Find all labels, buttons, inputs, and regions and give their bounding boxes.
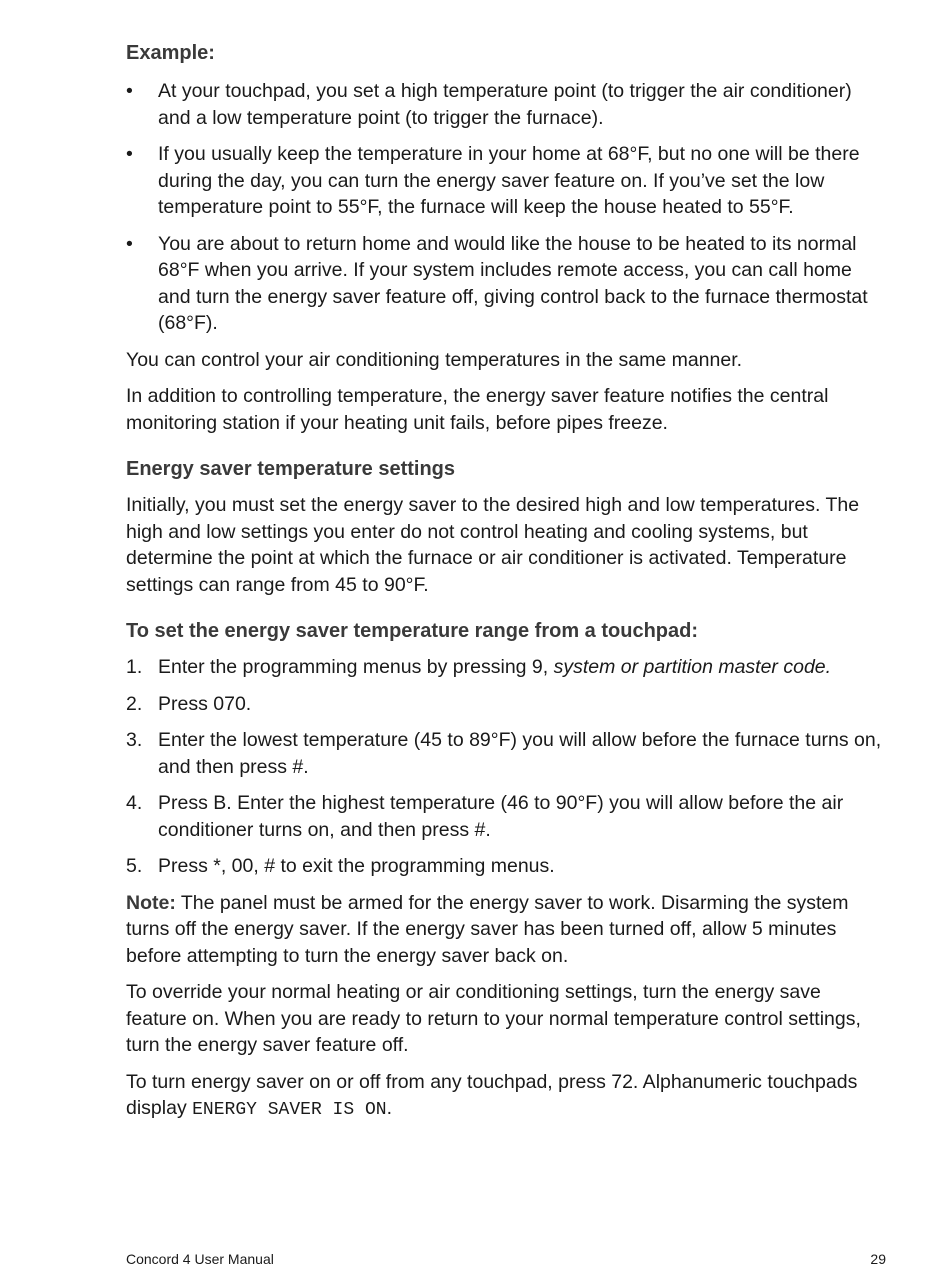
list-item: [126, 790, 886, 843]
list-item: [126, 231, 886, 337]
touchpad-display-text: ENERGY SAVER IS ON: [192, 1100, 387, 1120]
step-number: 5.: [126, 855, 143, 877]
step-text: Enter the programming menus by pressing 9,: [158, 656, 554, 678]
list-item: [126, 691, 886, 718]
bullet-text: If you usually keep the temperature in your home at 68°F, but no one will be there during the day, you can turn the energy saver feature on. If you’ve set the low temperature point to 55°F, the furnace will keep the house heated to 55°F.: [158, 143, 860, 218]
paragraph-toggle: [126, 1069, 886, 1124]
step-text-italic: system or partition master code.: [553, 656, 832, 678]
steps-heading: To set the energy saver temperature range from a touchpad:: [126, 620, 699, 642]
footer-manual-title: Concord 4 User Manual: [126, 1251, 274, 1267]
manual-page: [126, 40, 886, 1134]
list-item: [126, 727, 886, 780]
step-number: 4.: [126, 792, 143, 814]
paragraph-monitoring: In addition to controlling temperature, the energy saver feature notifies the central monitoring station if your heating unit fails, before pipes freeze.: [126, 385, 829, 434]
toggle-text-end: .: [386, 1097, 392, 1119]
bullet-icon: •: [126, 232, 133, 255]
list-item: [126, 78, 886, 131]
step-number: 1.: [126, 656, 143, 678]
note-label: Note:: [126, 891, 176, 914]
paragraph-override: To override your normal heating or air conditioning settings, turn the energy save feature on. When you are ready to return to your normal temperature control settings, turn the energy saver feature off.: [126, 981, 861, 1056]
bullet-icon: •: [126, 143, 133, 165]
step-number: 2.: [126, 692, 143, 715]
bullet-text: You are about to return home and would like the house to be heated to its normal 68°F when you arrive. If your system includes remote access, you can call home and turn the energy saver feature off, giving control back to the furnace thermostat (68°F).: [158, 232, 868, 334]
step-text: Enter the lowest temperature (45 to 89°F) you will allow before the furnace turns on, and then press #.: [158, 729, 882, 778]
list-item: [126, 853, 886, 880]
list-item: [126, 654, 886, 681]
step-text: Press *, 00, # to exit the programming menus.: [158, 855, 555, 877]
toggle-text: To turn energy saver on or off from any touchpad, press 72. Alphanumeric touchpads display: [126, 1070, 858, 1119]
step-text: Press 070.: [158, 692, 252, 715]
step-text: Press B. Enter the highest temperature (46 to 90°F) you will allow before the air conditioner turns on, and then press #.: [158, 792, 844, 841]
bullet-text: At your touchpad, you set a high temperature point (to trigger the air conditioner) and a low temperature point (to trigger the furnace).: [158, 80, 852, 129]
steps-list: [126, 654, 886, 880]
note-paragraph: [126, 890, 886, 970]
list-item: [126, 141, 886, 221]
example-bullet-list: [126, 78, 886, 337]
paragraph-settings: Initially, you must set the energy saver to the desired high and low temperatures. The high and low settings you enter do not control heating and cooling systems, but determine the point at which the furnace or air conditioner is activated. Temperature settings can range from 45 to 90°F.: [126, 494, 860, 596]
example-heading: Example:: [126, 42, 215, 64]
settings-heading: Energy saver temperature settings: [126, 458, 456, 480]
bullet-icon: •: [126, 80, 133, 102]
step-number: 3.: [126, 729, 143, 751]
paragraph-air-conditioning: You can control your air conditioning temperatures in the same manner.: [126, 348, 743, 371]
note-text: The panel must be armed for the energy saver to work. Disarming the system turns off the energy saver. If the energy saver has been turned off, allow 5 minutes before attempting to turn the energy saver back on.: [126, 891, 849, 967]
footer-page-number: 29: [870, 1251, 886, 1267]
